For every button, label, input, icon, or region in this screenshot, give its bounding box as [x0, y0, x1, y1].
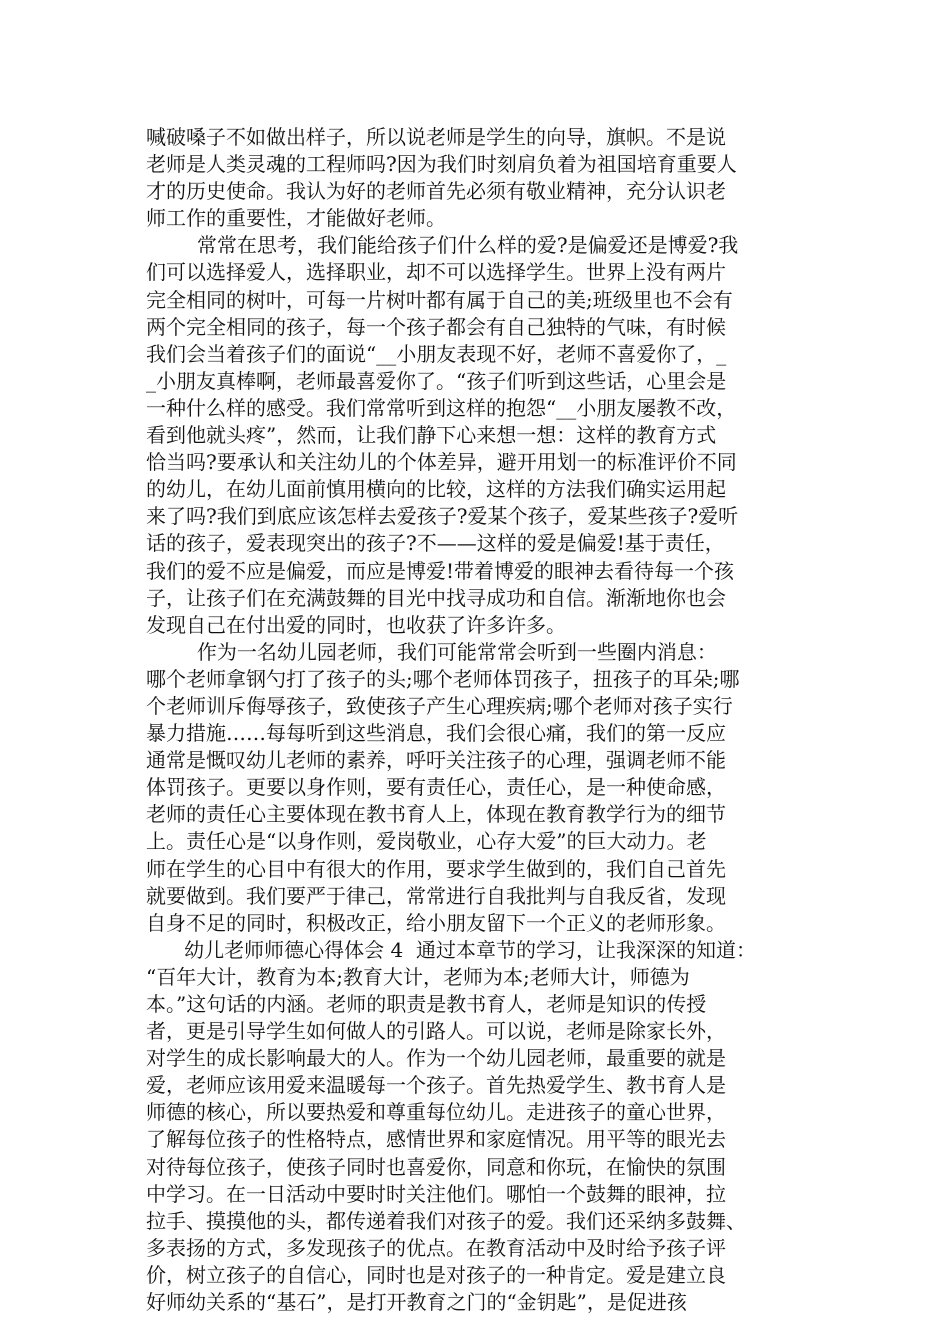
text-line: 发现自己在付出爱的同时，也收获了许多许多。: [146, 612, 566, 637]
text-line: 好师幼关系的“基石”，是打开教育之门的“金钥匙”，是促进孩: [146, 1290, 687, 1315]
text-line: 对待每位孩子，使孩子同时也喜爱你，同意和你玩，在愉快的氛围: [146, 1154, 726, 1179]
text-line: 常常在思考，我们能给孩子们什么样的爱?是偏爱还是博爱?我: [146, 233, 739, 258]
text-line: 中学习。在一日活动中要时时关注他们。哪怕一个鼓舞的眼神，拉: [146, 1181, 726, 1206]
text-line: 完全相同的树叶，可每一片树叶都有属于自己的美;班级里也不会有: [146, 287, 733, 312]
text-line: 者，更是引导学生如何做人的引路人。可以说，老师是除家长外，: [146, 1019, 726, 1044]
body-text: [146, 124, 816, 1316]
text-line: 师在学生的心目中有很大的作用，要求学生做到的，我们自己首先: [146, 856, 726, 881]
text-line: 通常是慨叹幼儿老师的素养，呼吁关注孩子的心理，强调老师不能: [146, 748, 726, 773]
text-line: 拉手、摸摸他的头，都传递着我们对孩子的爱。我们还采纳多鼓舞、: [146, 1208, 746, 1233]
text-line: 来了吗?我们到底应该怎样去爱孩子?爱某个孩子，爱某些孩子?爱听: [146, 504, 739, 529]
text-line: 自身不足的同时，积极改正，给小朋友留下一个正义的老师形象。: [146, 910, 726, 935]
text-line: 我们会当着孩子们的面说“__小朋友表现不好，老师不喜爱你了，_: [146, 341, 727, 366]
text-line: 话的孩子，爱表现突出的孩子?不——这样的爱是偏爱!基于责任，: [146, 531, 725, 556]
text-line: 们可以选择爱人，选择职业，却不可以选择学生。世界上没有两片: [146, 260, 726, 285]
text-line: 就要做到。我们要严于律己，常常进行自我批判与自我反省，发现: [146, 883, 726, 908]
text-line: 了解每位孩子的性格特点，感情世界和家庭情况。用平等的眼光去: [146, 1127, 726, 1152]
text-line: 子，让孩子们在充满鼓舞的目光中找寻成功和自信。渐渐地你也会: [146, 585, 726, 610]
text-line: 的幼儿，在幼儿面前慎用横向的比较，这样的方法我们确实运用起: [146, 477, 726, 502]
text-line: 哪个老师拿钢勺打了孩子的头;哪个老师体罚孩子，扭孩子的耳朵;哪: [146, 666, 740, 691]
text-line: 一种什么样的感受。我们常常听到这样的抱怨“__小朋友屡教不改，: [146, 395, 737, 420]
text-line: 老师是人类灵魂的工程师吗?因为我们时刻肩负着为祖国培育重要人: [146, 152, 737, 177]
text-line: 看到他就头疼”，然而，让我们静下心来想一想：这样的教育方式: [146, 423, 717, 448]
text-line: _小朋友真棒啊，老师最喜爱你了。“孩子们听到这些话，心里会是: [146, 368, 727, 393]
text-line: 价，树立孩子的自信心，同时也是对孩子的一种肯定。爱是建立良: [146, 1262, 726, 1287]
text-line: 师工作的重要性，才能做好老师。: [146, 206, 446, 231]
text-line: “百年大计，教育为本;教育大计，老师为本;老师大计，师德为: [146, 964, 690, 989]
text-line: 喊破嗓子不如做出样子，所以说老师是学生的向导，旗帜。不是说: [146, 125, 726, 149]
text-line: 才的历史使命。我认为好的老师首先必须有敬业精神，充分认识老: [146, 179, 726, 204]
text-line: 本。”这句话的内涵。老师的职责是教书育人，老师是知识的传授: [146, 992, 707, 1016]
text-line: 爱，老师应该用爱来温暖每一个孩子。首先热爱学生、教书育人是: [146, 1073, 726, 1098]
text-line: 个老师训斥侮辱孩子，致使孩子产生心理疾病;哪个老师对孩子实行: [146, 693, 733, 718]
text-line: 作为一名幼儿园老师，我们可能常常会听到一些圈内消息：: [146, 639, 717, 664]
text-line: 师德的核心，所以要热爱和尊重每位幼儿。走进孩子的童心世界，: [146, 1100, 726, 1125]
text-line: 暴力措施……每每听到这些消息，我们会很心痛，我们的第一反应: [146, 721, 726, 746]
text-line: 幼儿老师师德心得体会 4 通过本章节的学习，让我深深的知道：: [146, 937, 756, 962]
text-line: 恰当吗?要承认和关注幼儿的个体差异，避开用划一的标准评价不同: [146, 450, 737, 475]
text-line: 体罚孩子。更要以身作则，要有责任心，责任心，是一种使命感，: [146, 775, 726, 800]
text-line: 两个完全相同的孩子，每一个孩子都会有自己独特的气味，有时候: [146, 314, 726, 339]
text-line: 对学生的成长影响最大的人。作为一个幼儿园老师，最重要的就是: [146, 1046, 726, 1071]
text-line: 上。责任心是“以身作则，爱岗敬业，心存大爱”的巨大动力。老: [146, 829, 707, 854]
text-line: 我们的爱不应是偏爱，而应是博爱!带着博爱的眼神去看待每一个孩: [146, 558, 735, 583]
text-line: 老师的责任心主要体现在教书育人上，体现在教育教学行为的细节: [146, 802, 726, 827]
text-line: 多表扬的方式，多发现孩子的优点。在教育活动中及时给予孩子评: [146, 1235, 726, 1260]
